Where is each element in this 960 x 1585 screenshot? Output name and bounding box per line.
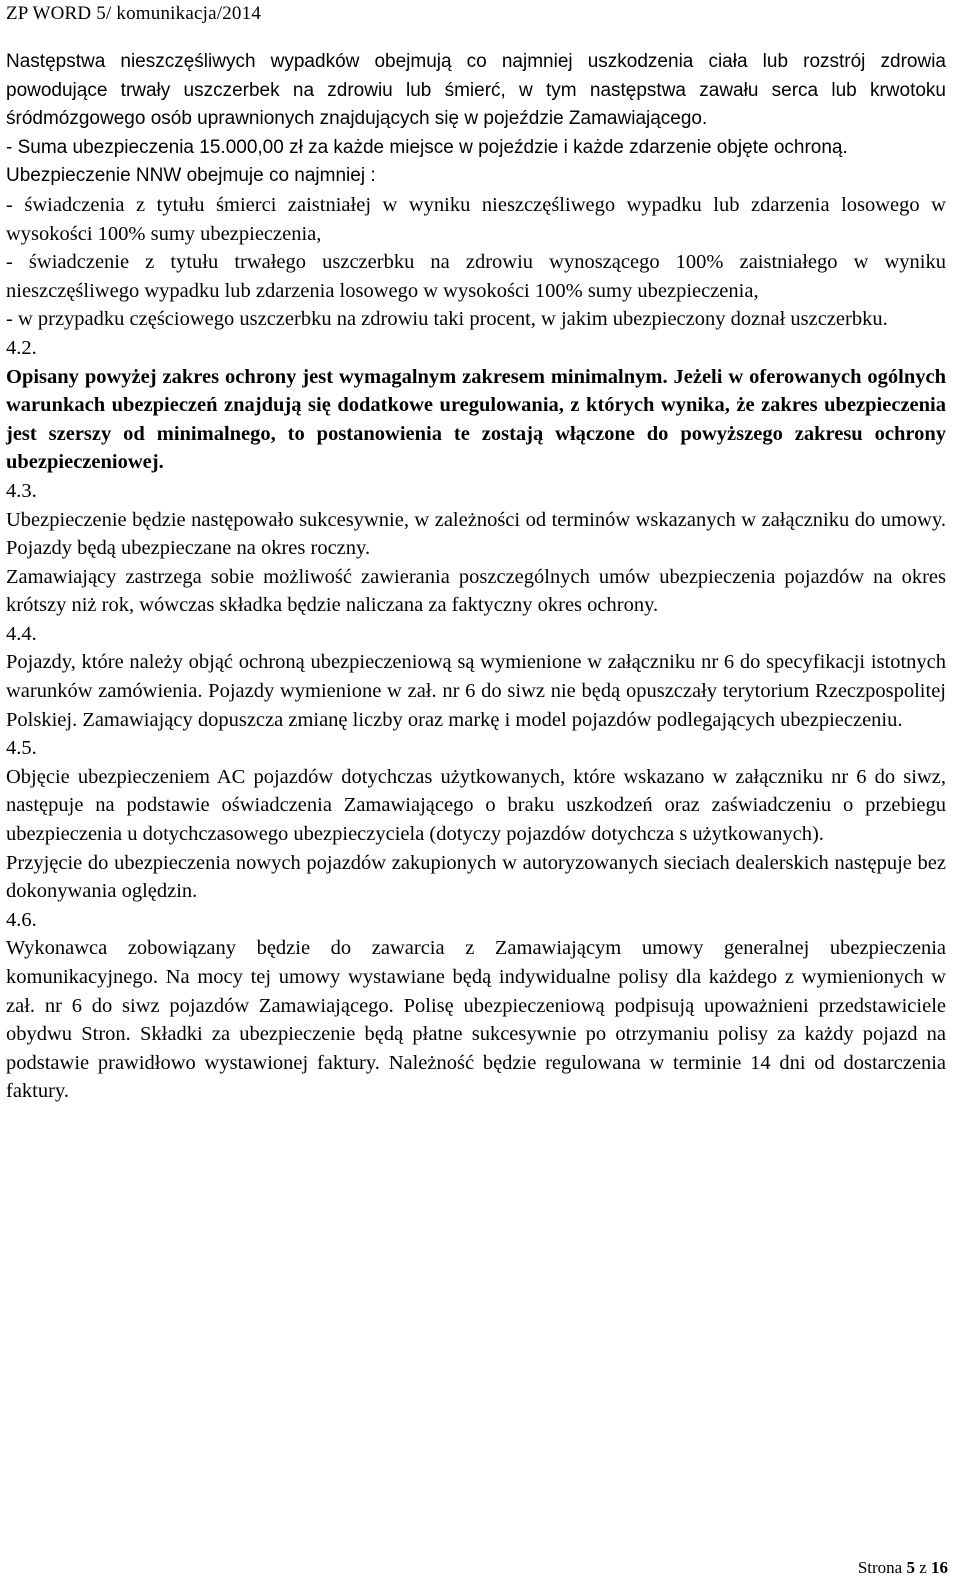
document-header: ZP WORD 5/ komunikacja/2014 (6, 3, 262, 24)
nnw-scope-item-permanent: - świadczenie z tytułu trwałego uszczerbku na zdrowiu wynoszącego 100% zaistniałego w wyniku nieszczęśliwego wypadku lub zdarzenia losowego w wysokości 100% sumy ubezpieczenia, (6, 251, 946, 302)
shorter-period-paragraph: Zamawiający zastrzega sobie możliwość zawierania poszczególnych umów ubezpieczenia pojazdów na okres krótszy niż rok, wówczas składka będzie naliczana za faktyczny okres ochrony. (6, 565, 946, 617)
nnw-description: Następstwa nieszczęśliwych wypadków obejmują co najmniej uszkodzenia ciała lub rozstrój zdrowia powodujące trwały uszczerbek na zdrowiu lub śmierć, w tym następstwa zawału serca lub krwotoku śródmózgowego osób uprawnionych znajdujących się w pojeździe Zamawiającego. (6, 51, 946, 130)
document-body (6, 48, 946, 1106)
general-agreement-paragraph: Wykonawca zobowiązany będzie do zawarcia z Zamawiającym umowy generalnej ubezpieczenia komunikacyjnego. Na mocy tej umowy wystawiane będą indywidualne polisy dla każdego z wymienionych w zał. nr 6 do siwz pojazdów Zamawiającego. Polisę ubezpieczeniową podpisują upoważnieni przedstawiciele obydwu Stron. Składki za ubezpieczenie będą płatne sukcesywnie po otrzymaniu polisy za każdy pojazd na podstawie prawidłowo wystawionej faktury. Należność będzie regulowana w terminie 14 dni od dostarczenia faktury. (6, 937, 946, 1103)
page-label: Strona (857, 1558, 903, 1577)
new-vehicles-paragraph: Przyjęcie do ubezpieczenia nowych pojazdów zakupionych w autoryzowanych sieciach dealerskich następuje bez dokonywania oględzin. (6, 851, 946, 903)
section-number-4-5: 4.5. (6, 737, 37, 760)
section-number-4-6: 4.6. (6, 908, 37, 931)
page-number: 5 (906, 1558, 915, 1577)
minimum-scope-clause: Opisany powyżej zakres ochrony jest wymagalnym zakresem minimalnym. Jeżeli w oferowanych ogólnych warunkach ubezpieczeń znajdują się dodatkowe uregulowania, z których wynika, że zakres ubezpieczenia jest szerszy od minimalnego, to postanowienia te zostają włączone do powyższego zakresu ochrony ubezpieczeniowej. (6, 365, 946, 474)
page-footer (858, 1557, 948, 1579)
vehicles-list-paragraph: Pojazdy, które należy objąć ochroną ubezpieczeniową są wymienione w załączniku nr 6 do specyfikacji istotnych warunków zamówienia. Pojazdy wymienione w zał. nr 6 do siwz nie będą opuszczały terytorium Rzeczpospolitej Polskiej. Zamawiający dopuszcza zmianę liczby oraz markę i model pojazdów podlegających ubezpieczeniu. (6, 651, 946, 731)
ac-coverage-paragraph: Objęcie ubezpieczeniem AC pojazdów dotychczas użytkowanych, które wskazano w załączniku nr 6 do siwz, następuje na podstawie oświadczenia Zamawiającego o braku uszkodzeń oraz zaświadczeniu o przebiegu ubezpieczenia u dotychczasowego ubezpieczyciela (dotyczy pojazdów dotychcza s użytkowanych). (6, 765, 946, 846)
nnw-scope-heading: Ubezpieczenie NNW obejmuje co najmniej : (6, 165, 376, 187)
nnw-scope-item-partial: - w przypadku częściowego uszczerbku na zdrowiu taki procent, w jakim ubezpieczony doznał uszczerbku. (6, 308, 888, 331)
section-number-4-3: 4.3. (6, 479, 37, 502)
nnw-scope-item-death: - świadczenia z tytułu śmierci zaistniałej w wyniku nieszczęśliwego wypadku lub zdarzenia losowego w wysokości 100% sumy ubezpieczenia, (6, 193, 946, 245)
section-number-4-4: 4.4. (6, 622, 37, 645)
page-total: 16 (931, 1558, 948, 1577)
section-number-4-2: 4.2. (6, 336, 37, 359)
page-of-label: z (919, 1558, 927, 1577)
sum-insured: - Suma ubezpieczenia 15.000,00 zł za każde miejsce w pojeździe i każde zdarzenie objęte ochroną. (6, 136, 848, 158)
insurance-timing-paragraph: Ubezpieczenie będzie następowało sukcesywnie, w zależności od terminów wskazanych w załączniku do umowy. Pojazdy będą ubezpieczane na okres roczny. (6, 508, 946, 560)
